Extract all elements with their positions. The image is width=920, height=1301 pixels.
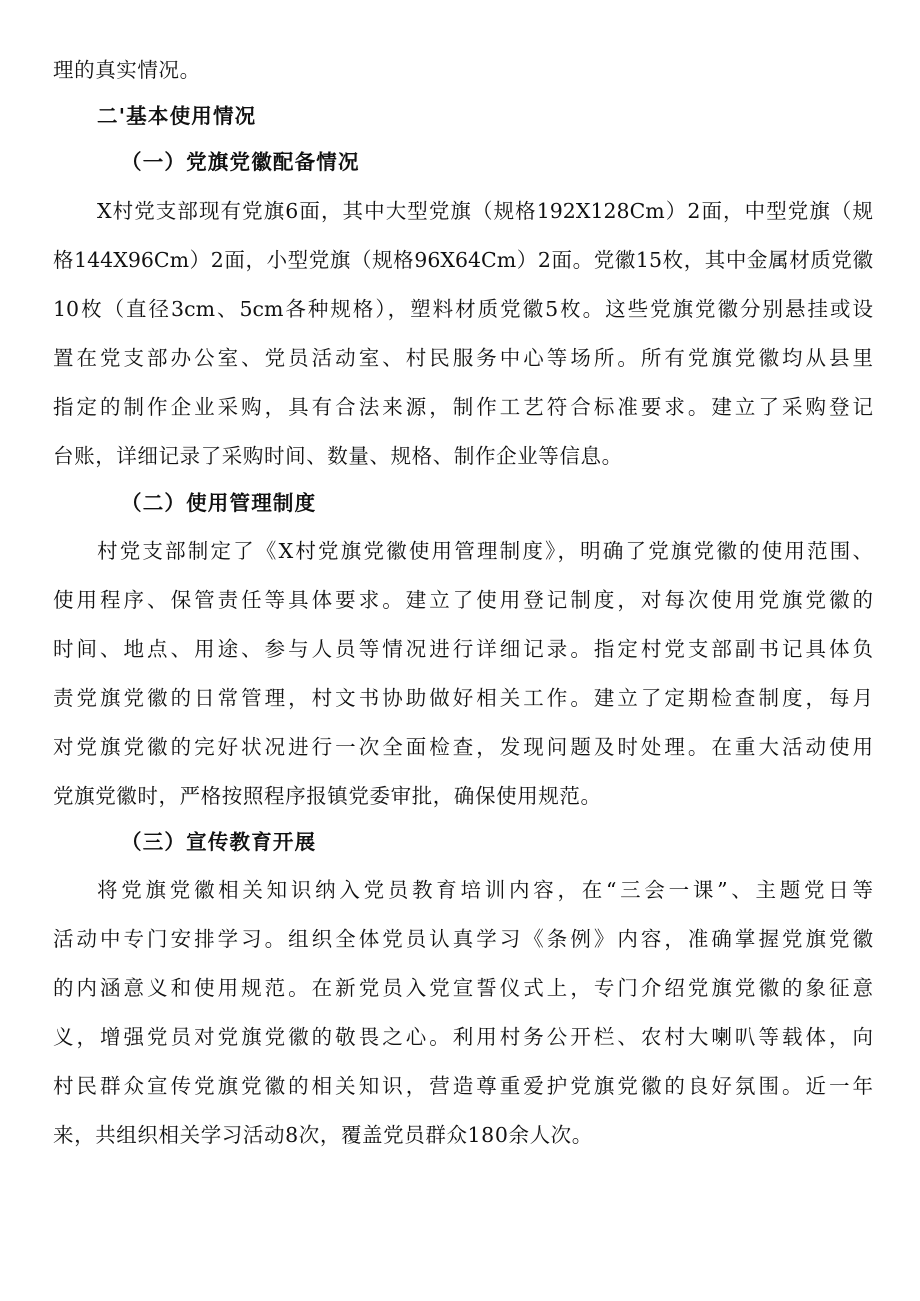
paragraph-line: 10枚（直径3cm、5cm各种规格），塑料材质党徽5枚。这些党旗党徽分别悬挂或设: [53, 297, 873, 321]
intro-tail-text: 理的真实情况。: [53, 58, 201, 82]
paragraph-line: 来，共组织相关学习活动8次，覆盖党员群众180余人次。: [53, 1123, 593, 1147]
paragraph-line: 活动中专门安排学习。组织全体党员认真学习《条例》内容，准确掌握党旗党徽: [53, 927, 873, 951]
paragraph-line: 指定的制作企业采购，具有合法来源，制作工艺符合标准要求。建立了采购登记: [53, 395, 873, 419]
paragraph-line: 村党支部制定了《X村党旗党徽使用管理制度》，明确了党旗党徽的使用范围、: [97, 539, 873, 563]
paragraph-line: 的内涵意义和使用规范。在新党员入党宣誓仪式上，专门介绍党旗党徽的象征意: [53, 976, 873, 1000]
subsection-3-title: （三）宣传教育开展: [121, 830, 317, 854]
paragraph-line: X村党支部现有党旗6面，其中大型党旗（规格192X128Cm）2面，中型党旗（规: [97, 199, 873, 223]
subsection-1-title: （一）党旗党徽配备情况: [121, 150, 360, 174]
paragraph-line: 村民群众宣传党旗党徽的相关知识，营造尊重爱护党旗党徽的良好氛围。近一年: [53, 1074, 873, 1098]
paragraph-line: 使用程序、保管责任等具体要求。建立了使用登记制度，对每次使用党旗党徽的: [53, 588, 873, 612]
paragraph-line: 义，增强党员对党旗党徽的敬畏之心。利用村务公开栏、农村大喇叭等载体，向: [53, 1025, 873, 1049]
subsection-2-title: （二）使用管理制度: [121, 491, 317, 515]
section-2-title: 二'基本使用情况: [97, 104, 257, 128]
paragraph-line: 格144X96Cm）2面，小型党旗（规格96X64Cm）2面。党徽15枚，其中金属材质党徽: [53, 248, 873, 272]
paragraph-line: 对党旗党徽的完好状况进行一次全面检查，发现问题及时处理。在重大活动使用: [53, 735, 873, 759]
paragraph-line: 将党旗党徽相关知识纳入党员教育培训内容，在“三会一课”、主题党日等: [97, 878, 873, 902]
paragraph-line: 责党旗党徽的日常管理，村文书协助做好相关工作。建立了定期检查制度，每月: [53, 686, 873, 710]
paragraph-line: 台账，详细记录了采购时间、数量、规格、制作企业等信息。: [53, 444, 623, 468]
paragraph-line: 置在党支部办公室、党员活动室、村民服务中心等场所。所有党旗党徽均从县里: [53, 346, 873, 370]
paragraph-line: 党旗党徽时，严格按照程序报镇党委审批，确保使用规范。: [53, 784, 602, 808]
paragraph-line: 时间、地点、用途、参与人员等情况进行详细记录。指定村党支部副书记具体负: [53, 637, 873, 661]
